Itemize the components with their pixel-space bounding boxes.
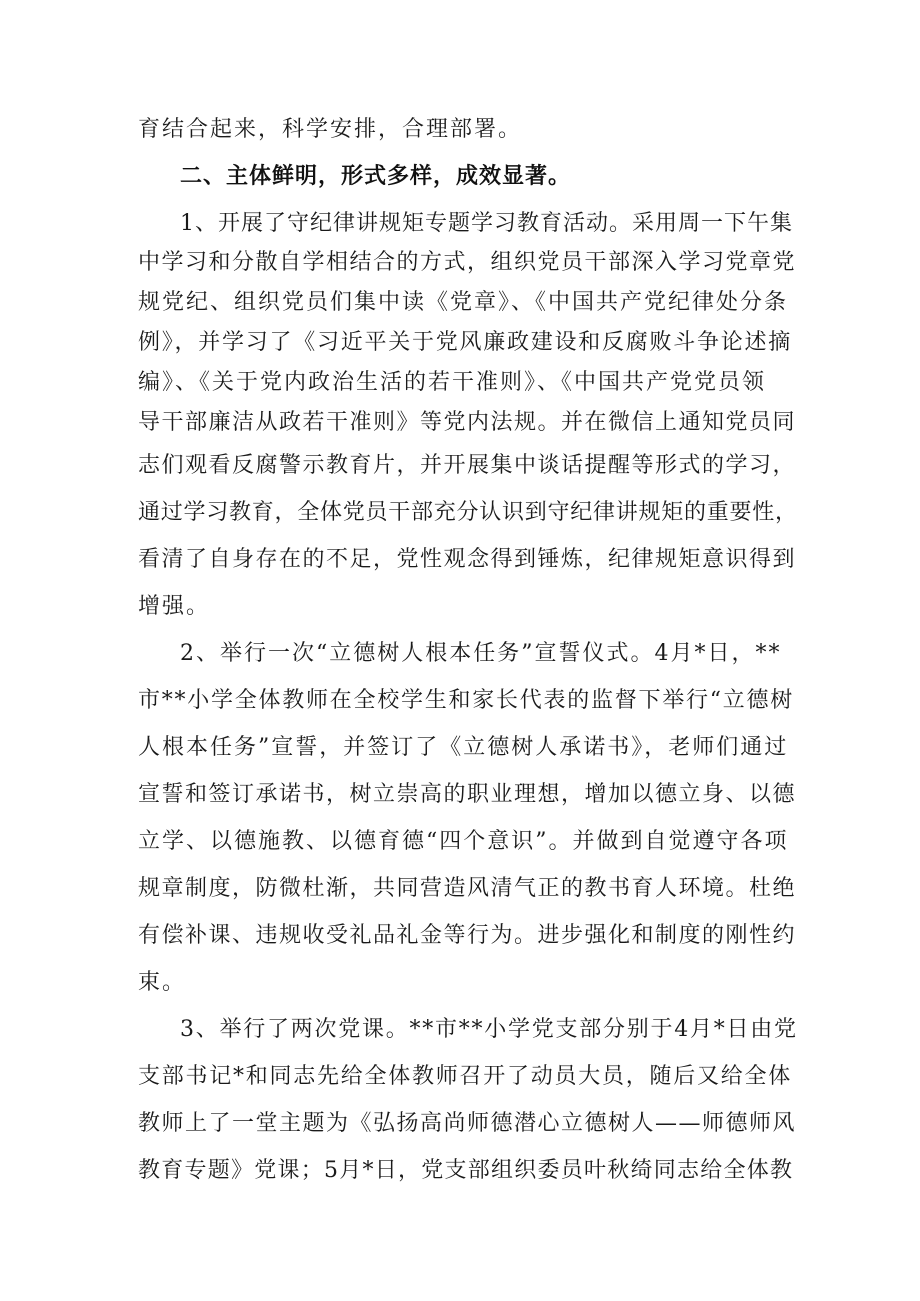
section-heading: 二、主体鲜明，形式多样，成效显著。	[180, 164, 572, 189]
text-line: 通过学习教育，全体党员干部充分认识到守纪律讲规矩的重要性，	[138, 500, 798, 525]
text-line: 束。	[138, 970, 187, 995]
text-line: 教师上了一堂主题为《弘扬高尚师德潜心立德树人——师德师风	[138, 1111, 797, 1136]
text-line: 志们观看反腐警示教育片，并开展集中谈话提醒等形式的学习，	[138, 453, 797, 478]
text-line: 有偿补课、违规收受礼品礼金等行为。进步强化和制度的刚性约	[138, 923, 797, 948]
text-line: 宣誓和签订承诺书，树立崇高的职业理想，增加以德立身、以德	[138, 782, 797, 807]
text-line: 规章制度，防微杜渐，共同营造风清气正的教书育人环境。杜绝	[138, 876, 797, 901]
text-line: 例》，并学习了《习近平关于党风廉政建设和反腐败斗争论述摘	[138, 330, 793, 355]
text-line: 立学、以德施教、以德育德“四个意识”。并做到自觉遵守各项	[138, 829, 789, 854]
text-line: 支部书记*和同志先给全体教师召开了动员大员，随后又给全体	[138, 1064, 793, 1089]
text-line: 导干部廉洁从政若干准则》等党内法规。并在微信上通知党员同	[138, 410, 797, 435]
text-line: 规党纪、组织党员们集中读《党章》、《中国共产党纪律处分条	[138, 290, 789, 315]
text-line: 编》、《关于党内政治生活的若干准则》、《中国共产党党员领	[138, 370, 767, 395]
text-line: 1、开展了守纪律讲规矩专题学习教育活动。采用周一下午集	[180, 211, 793, 236]
text-line: 市**小学全体教师在全校学生和家长代表的监督下举行“立德树	[138, 688, 794, 713]
text-line: 育结合起来，科学安排，合理部署。	[138, 117, 523, 142]
text-line: 人根本任务”宣誓，并签订了《立德树人承诺书》，老师们通过	[138, 735, 789, 760]
text-line: 增强。	[138, 594, 211, 619]
text-line: 看清了自身存在的不足，党性观念得到锤炼，纪律规矩意识得到	[138, 547, 797, 572]
text-line: 中学习和分散自学相结合的方式，组织党员干部深入学习党章党	[138, 250, 797, 275]
text-line: 3、举行了两次党课。**市**小学党支部分别于4月*日由党	[180, 1017, 798, 1042]
text-line: 2、举行一次“立德树人根本任务”宣誓仪式。4月*日，**	[180, 641, 782, 666]
text-line: 教育专题》党课；5月*日，党支部组织委员叶秋绮同志给全体教	[138, 1158, 794, 1183]
